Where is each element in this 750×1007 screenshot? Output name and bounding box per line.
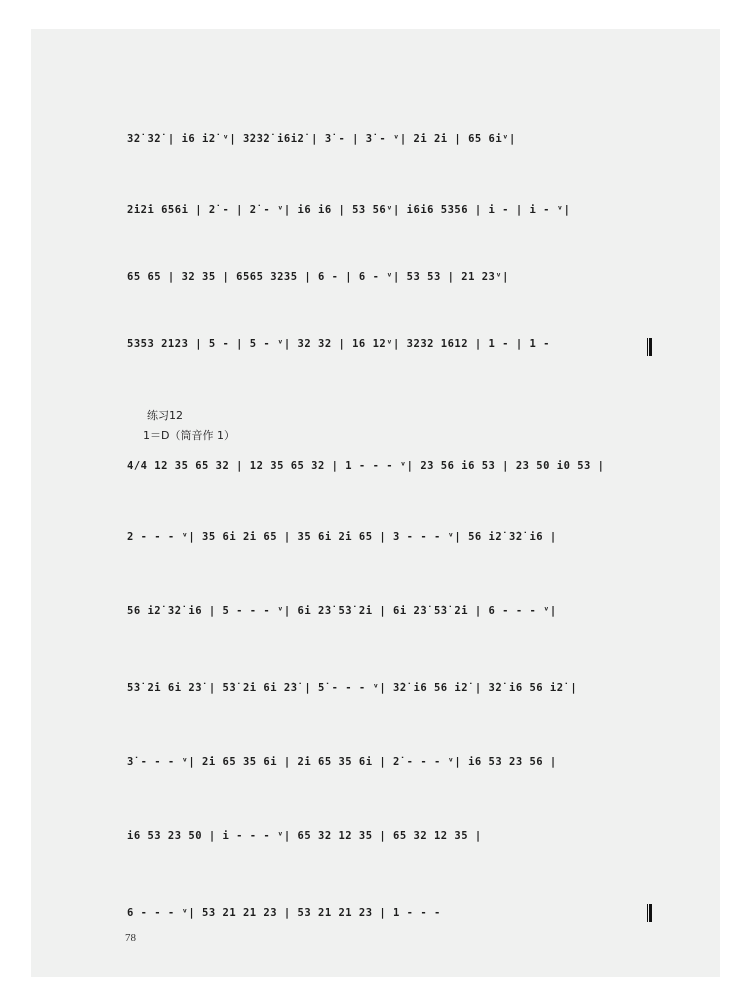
final-barline-1 <box>647 338 652 356</box>
notation-line-2: 2̇i2̇i 656i | 2̇ - | 2̇ - ᵛ| i6 i6 | 53 56ᵛ| i6i6 5356 | i - | i - ᵛ| <box>127 204 571 216</box>
notation-line-4: 5353 2123 | 5 - | 5 - ᵛ| 32 32 | 16 12ᵛ| 3232 1612 | 1 - | 1 - <box>127 338 550 350</box>
notation-line-10: i6 53 23 50 | i - - - ᵛ| 65 32 12 35 | 65 32 12 35 | <box>127 830 482 842</box>
page-number: 78 <box>125 932 136 944</box>
notation-line-9: 3̇ - - - ᵛ| 2̇i 65 35 6i | 2̇i 65 35 6i | 2̇ - - - ᵛ| i6 53 23 56 | <box>127 756 557 768</box>
notation-line-11: 6 - - - ᵛ| 53 21 21 23 | 53 21 21 23 | 1 - - - <box>127 907 441 919</box>
notation-line-1: 3̇2̇ 3̇2̇ | i6 i2̇ ᵛ| 3̇2̇3̇2̇ i6i2̇ | 3̇ - | 3̇ - ᵛ| 2̇i 2̇i | 65 6iᵛ| <box>127 133 516 145</box>
notation-line-5: 4/4 12 35 65 32 | 12 35 65 32 | 1 - - - ᵛ| 23 56 i6 53 | 23 50 i0 53 | <box>127 460 605 472</box>
final-barline-2 <box>647 904 652 922</box>
key-signature: 1＝D（筒音作 1） <box>143 429 235 442</box>
notation-line-6: 2 - - - ᵛ| 35 6i 2̇i 65 | 35 6i 2̇i 65 | 3 - - - ᵛ| 56 i2̇ 3̇2̇ i6 | <box>127 531 557 543</box>
exercise-title: 练习12 <box>147 409 183 422</box>
notation-line-7: 56 i2̇ 3̇2̇ i6 | 5 - - - ᵛ| 6i 2̇3̇ 5̇3̇ 2̇i | 6i 2̇3̇ 5̇3̇ 2̇i | 6 - - - ᵛ| <box>127 605 557 617</box>
notation-line-8: 5̇3̇ 2̇i 6i 2̇3̇ | 5̇3̇ 2̇i 6i 2̇3̇ | 5̇ - - - ᵛ| 3̇2̇ i6 56 i2̇ | 3̇2̇ i6 56 i2̇ | <box>127 682 578 694</box>
notation-line-3: 65 65 | 32 35 | 6565 3235 | 6 - | 6 - ᵛ| 53 53 | 21 23ᵛ| <box>127 271 510 283</box>
